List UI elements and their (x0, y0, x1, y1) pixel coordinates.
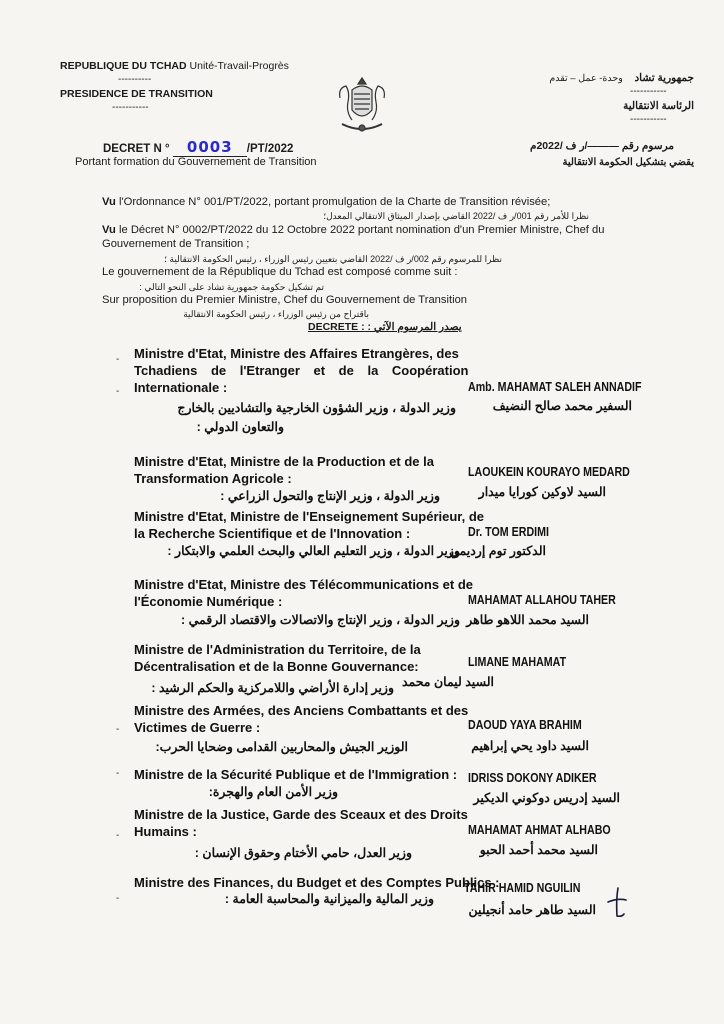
consideration-2 (102, 224, 604, 236)
minister-1-title-line-3: Internationale : (134, 380, 228, 395)
minister-4-title-ar: وزير الدولة ، وزير الإنتاج والاتصالات والاقتصاد الرقمي : (180, 613, 460, 627)
minister-1-title-ar-1: وزير الدولة ، وزير الشؤون الخارجية والتشاديين بالخارج (177, 401, 456, 415)
minister-2-title (134, 453, 434, 487)
minister-5-title-ar: وزير إدارة الأراضي واللامركزية والحكم الرشيد : (151, 681, 394, 695)
minister-2-name: LAOUKEIN KOURAYO MEDARD (468, 464, 630, 479)
minister-9-title (134, 874, 500, 891)
minister-1-title-ar-2: والتعاون الدولي : (196, 420, 284, 434)
header-country (60, 60, 289, 72)
decree-number-handwritten: 0003 (173, 138, 247, 157)
consideration-2-text: le Décret N° 0002/PT/2022 du 12 Octobre 2022 portant nomination d'un Premier Ministre, Chef du (115, 224, 605, 236)
minister-6-title-line-2: Victimes de Guerre : (134, 720, 261, 735)
consideration-4 (102, 294, 467, 306)
consideration-3 (102, 266, 458, 278)
minister-5-title (134, 641, 421, 675)
consideration-3-ar: تم تشكيل حكومة جمهورية تشاد على النحو التالي : (139, 282, 324, 292)
country-name: REPUBLIQUE DU TCHAD (60, 60, 187, 72)
minister-7-title-ar: وزير الأمن العام والهجرة: (208, 785, 338, 799)
minister-1-title-line-2: Tchadiens de l'Etranger et de la Coopération (134, 363, 469, 378)
bullet-marker: - (116, 768, 120, 779)
minister-2-title-ar: وزير الدولة ، وزير الإنتاج والتحول الزراعي : (220, 489, 440, 503)
consideration-4-text: Sur proposition du Premier Ministre, Chef du Gouvernement de Transition (102, 294, 468, 306)
minister-8-name-ar: السيد محمد أحمد الحبو (479, 843, 598, 857)
consideration-1 (102, 196, 550, 208)
consideration-2-cont: Gouvernement de Transition ; (102, 238, 250, 250)
minister-9-title-line-1: Ministre des Finances, du Budget et des Comptes Publics : (134, 875, 500, 890)
minister-6-title (134, 702, 468, 736)
decree-subject: Portant formation du Gouvernement de Transition (75, 156, 317, 168)
minister-8-name: MAHAMAT AHMAT ALHABO (468, 822, 611, 837)
decree-subject-ar: يقضي بتشكيل الحكومة الانتقالية (562, 157, 694, 168)
minister-2-title-line-2: Transformation Agricole : (134, 471, 292, 486)
consideration-1-ar: نظرا للأمر رقم 001/ر ف /2022 القاضي بإصدار الميثاق الانتقالي المعدل؛ (323, 211, 589, 221)
minister-1-title-line-1: Ministre d'Etat, Ministre des Affaires Etrangères, des (134, 346, 459, 361)
consideration-1-text: l'Ordonnance N° 001/PT/2022, portant promulgation de la Charte de Transition révisée; (115, 196, 551, 208)
minister-8-title-ar: وزير العدل، حامي الأختام وحقوق الإنسان : (194, 846, 412, 860)
presidency-title: PRESIDENCE DE TRANSITION (60, 88, 213, 100)
minister-3-name-ar: الدكتور توم إرديمي (449, 544, 546, 558)
minister-3-title-line-2: la Recherche Scientifique et de l'Innovation : (134, 526, 411, 541)
country-name-ar: جمهورية تشاد (634, 72, 694, 84)
minister-3-title (134, 508, 484, 542)
decree-number-ar: مرسوم رقم ———/ر ف /2022م (529, 140, 674, 152)
decree-number-line (103, 138, 293, 157)
minister-6-name-ar: السيد داود يحي إبراهيم (471, 739, 589, 753)
consideration-4-ar: باقتراح من رئيس الوزراء ، رئيس الحكومة الانتقالية (183, 309, 369, 319)
minister-2-title-line-1: Ministre d'Etat, Ministre de la Production et de la (134, 454, 434, 469)
vu-label: Vu (102, 224, 116, 236)
bullet-marker: - (116, 386, 120, 397)
minister-4-title-line-2: l'Économie Numérique : (134, 594, 283, 609)
minister-9-name-ar: السيد طاهر حامد أنجيلين (468, 903, 596, 917)
vu-label: Vu (102, 196, 116, 208)
consideration-3-text: Le gouvernement de la République du Tchad est composé comme suit : (102, 266, 458, 278)
minister-5-name-ar: السيد ليمان محمد (401, 675, 494, 689)
handwritten-initial-mark (604, 886, 630, 920)
minister-5-name: LIMANE MAHAMAT (468, 654, 567, 669)
minister-5-title-line-1: Ministre de l'Administration du Territoire, de la (134, 642, 421, 657)
minister-4-name-ar: السيد محمد اللاهو طاهر (466, 613, 589, 627)
consideration-2-ar: نظرا للمرسوم رقم 002/ر ف /2022 القاضي بتعيين رئيس الوزراء ، رئيس الحكومة الانتقالية ؛ (164, 254, 502, 264)
presidency-title-ar: الرئاسة الانتقالية (623, 100, 694, 112)
minister-9-name: TAHIR HAMID NGUILIN (464, 880, 581, 895)
minister-4-name: MAHAMAT ALLAHOU TAHER (468, 592, 616, 607)
minister-2-name-ar: السيد لاوكين كورايا ميدار (478, 485, 606, 499)
minister-3-title-line-1: Ministre d'Etat, Ministre de l'Enseignement Supérieur, de (134, 509, 485, 524)
header-separator: ---------- (118, 74, 152, 85)
header-separator-ar: ----------- (630, 86, 667, 97)
minister-1-name: Amb. MAHAMAT SALEH ANNADIF (468, 379, 642, 394)
decrete-fr: DECRETE : (308, 321, 365, 333)
decree-prefix: DECRET N ° (103, 143, 170, 155)
minister-7-title (134, 766, 457, 783)
country-motto: Unité-Travail-Progrès (189, 60, 289, 72)
minister-8-title (134, 806, 468, 840)
minister-7-name: IDRISS DOKONY ADIKER (468, 770, 597, 785)
minister-8-title-line-1: Ministre de la Justice, Garde des Sceaux et des Droits (134, 807, 468, 822)
minister-6-title-line-1: Ministre des Armées, des Anciens Combattants et des (134, 703, 469, 718)
minister-6-title-ar: الوزير الجيش والمحاربين القدامى وضحايا الحرب: (155, 740, 408, 754)
minister-9-title-ar: وزير المالية والميزانية والمحاسبة العامة : (224, 892, 434, 906)
minister-5-title-line-2: Décentralisation et de la Bonne Gouvernance: (134, 659, 419, 674)
bullet-marker: - (116, 830, 120, 841)
minister-7-name-ar: السيد إدريس دوكوني الديكير (473, 791, 620, 805)
minister-1-name-ar: السفير محمد صالح النضيف (492, 399, 632, 413)
header-separator-2: ----------- (112, 102, 149, 113)
minister-1-title (134, 345, 469, 396)
header-country-ar (549, 72, 694, 84)
bullet-marker: - (116, 354, 120, 365)
bullet-marker: - (116, 893, 120, 904)
minister-7-title-line-1: Ministre de la Sécurité Publique et de l'Immigration : (134, 767, 458, 782)
decrete-heading (308, 321, 462, 333)
minister-4-title (134, 576, 473, 610)
decree-suffix: /PT/2022 (246, 143, 294, 155)
header-separator-ar-2: ----------- (630, 114, 667, 125)
minister-4-title-line-1: Ministre d'Etat, Ministre des Télécommunications et de (134, 577, 473, 592)
minister-3-title-ar: وزير الدولة ، وزير التعليم العالي والبحث العلمي والابتكار : (167, 544, 460, 558)
minister-8-title-line-2: Humains : (134, 824, 197, 839)
minister-6-name: DAOUD YAYA BRAHIM (468, 717, 582, 732)
bullet-marker: - (116, 724, 120, 735)
minister-3-name: Dr. TOM ERDIMI (468, 524, 549, 539)
coat-of-arms-emblem (334, 74, 390, 138)
country-motto-ar: وحدة- عمل – تقدم (549, 73, 623, 84)
decrete-ar: يصدر المرسوم الآتي : (367, 321, 462, 333)
